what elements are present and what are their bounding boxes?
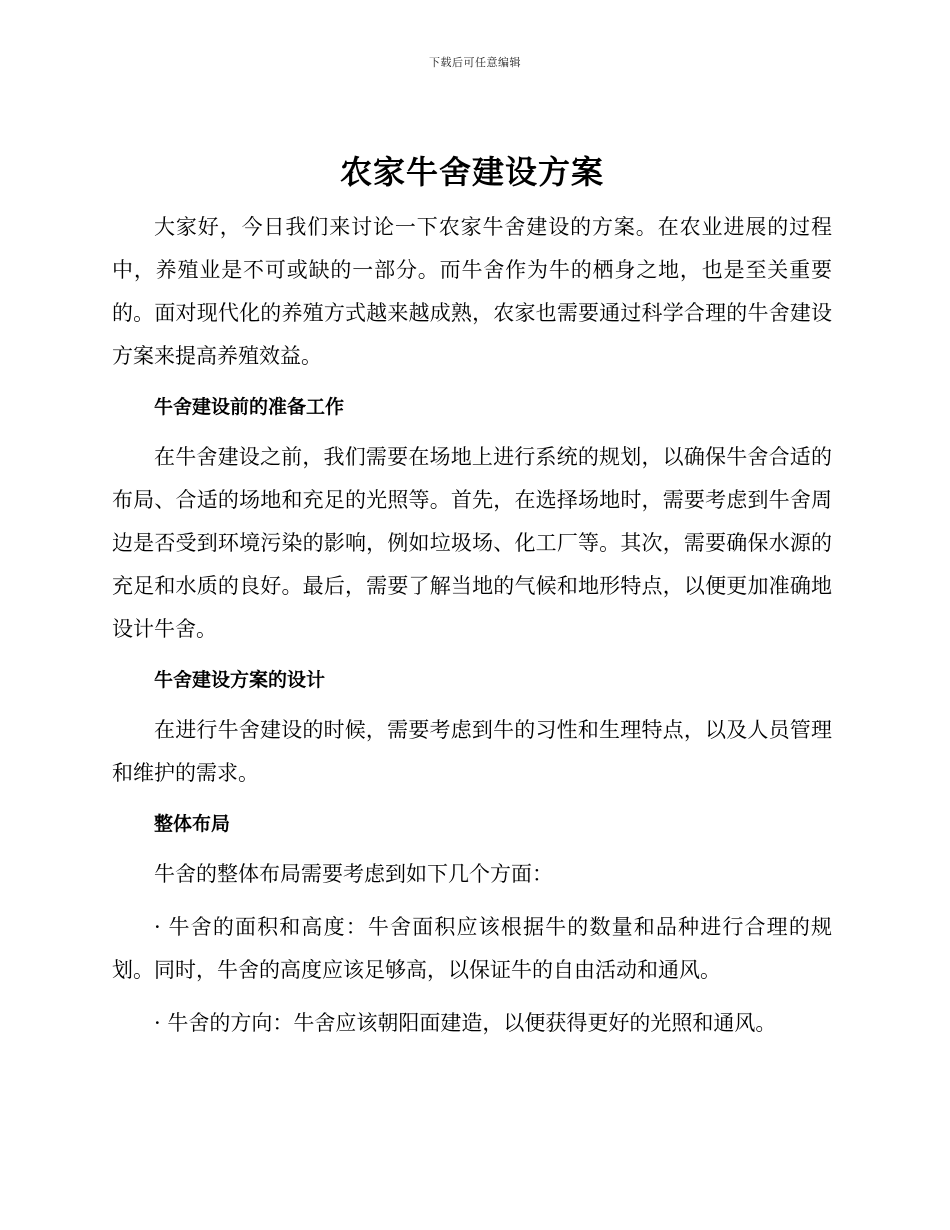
document-body — [112, 148, 832, 1045]
intro-paragraph: 大家好，今日我们来讨论一下农家牛舍建设的方案。在农业进展的过程中，养殖业是不可或缺的一部分。而牛舍作为牛的栖身之地，也是至关重要的。面对现代化的养殖方式越来越成熟，农家也需要通过科学合理的牛舍建设方案来提高养殖效益。 — [112, 215, 832, 368]
header-note: 下载后可任意编辑 — [429, 56, 521, 69]
document-title: 农家牛舍建设方案 — [339, 153, 604, 191]
section-heading-preparation: 牛舍建设前的准备工作 — [154, 396, 345, 418]
section-paragraph-design: 在进行牛舍建设的时候，需要考虑到牛的习性和生理特点，以及人员管理和维护的需求。 — [112, 718, 832, 785]
bullet-item-area-height: · 牛舍的面积和高度：牛舍面积应该根据牛的数量和品种进行合理的规划。同时，牛舍的高度应该足够高，以保证牛的自由活动和通风。 — [112, 915, 832, 982]
section-heading-design: 牛舍建设方案的设计 — [154, 669, 326, 691]
section-paragraph-preparation: 在牛舍建设之前，我们需要在场地上进行系统的规划，以确保牛舍合适的布局、合适的场地和充足的光照等。首先，在选择场地时，需要考虑到牛舍周边是否受到环境污染的影响，例如垃圾场、化工厂等。其次，需要确保水源的充足和水质的良好。最后，需要了解当地的气候和地形特点，以便更加准确地设计牛舍。 — [112, 445, 832, 641]
section-heading-layout: 整体布局 — [154, 813, 231, 835]
bullet-item-direction: · 牛舍的方向：牛舍应该朝阳面建造，以便获得更好的光照和通风。 — [154, 1011, 777, 1035]
section-paragraph-layout: 牛舍的整体布局需要考虑到如下几个方面： — [154, 862, 553, 886]
